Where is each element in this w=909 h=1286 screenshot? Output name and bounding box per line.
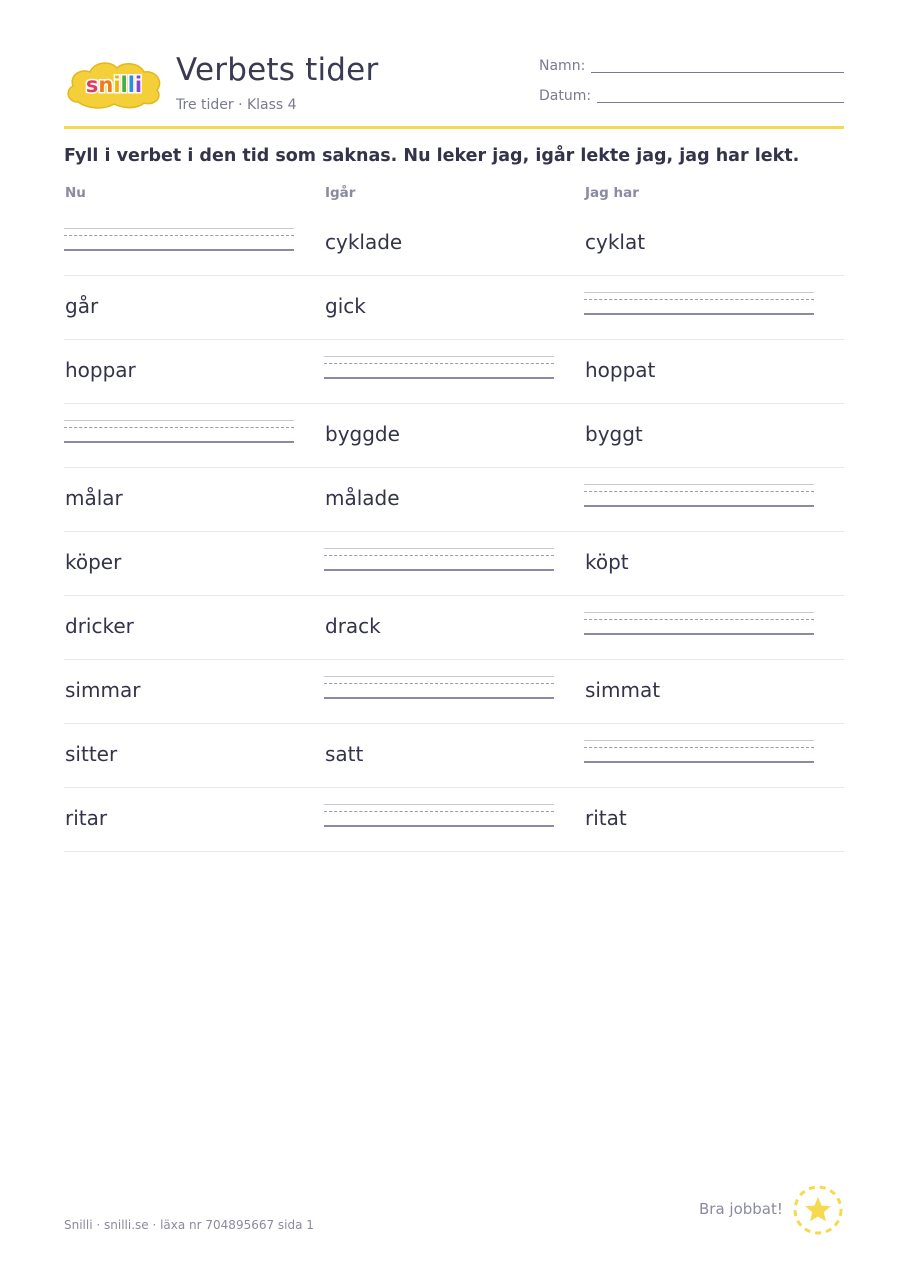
answer-line[interactable] bbox=[324, 676, 554, 700]
cell-nu bbox=[64, 531, 304, 595]
date-field[interactable] bbox=[597, 102, 844, 103]
verb-word: sitter bbox=[65, 742, 118, 766]
cell-nu bbox=[64, 595, 304, 659]
verb-word: satt bbox=[325, 742, 364, 766]
header-divider bbox=[64, 126, 844, 129]
table-row bbox=[64, 595, 844, 660]
praise-text: Bra jobbat! bbox=[699, 1200, 783, 1218]
cell-jag-har bbox=[584, 339, 824, 403]
cell-igar bbox=[324, 339, 564, 403]
cell-jag-har bbox=[584, 211, 824, 275]
table-row bbox=[64, 403, 844, 468]
verb-word: köper bbox=[65, 550, 122, 574]
verb-word: dricker bbox=[65, 614, 134, 638]
table-row bbox=[64, 275, 844, 340]
name-field[interactable] bbox=[591, 72, 844, 73]
column-header-igar: Igår bbox=[325, 185, 356, 201]
cell-jag-har bbox=[584, 659, 824, 723]
footer-info: Snilli · snilli.se · läxa nr 704895667 sida 1 bbox=[64, 1218, 314, 1232]
page-title: Verbets tider bbox=[176, 52, 379, 88]
verb-word: hoppar bbox=[65, 358, 136, 382]
cell-jag-har bbox=[584, 595, 824, 659]
cell-igar bbox=[324, 787, 564, 851]
answer-line[interactable] bbox=[584, 292, 814, 316]
table-row bbox=[64, 339, 844, 404]
cell-jag-har bbox=[584, 275, 824, 339]
cell-nu bbox=[64, 723, 304, 787]
answer-line[interactable] bbox=[324, 804, 554, 828]
verb-word: simmat bbox=[585, 678, 661, 702]
answer-line[interactable] bbox=[584, 740, 814, 764]
column-header-nu: Nu bbox=[65, 185, 86, 201]
answer-line[interactable] bbox=[64, 420, 294, 444]
table-row bbox=[64, 467, 844, 532]
verb-word: byggt bbox=[585, 422, 643, 446]
verb-word: går bbox=[65, 294, 99, 318]
verb-word: gick bbox=[325, 294, 366, 318]
cell-jag-har bbox=[584, 723, 824, 787]
verb-word: drack bbox=[325, 614, 381, 638]
svg-text:snilli: snilli bbox=[85, 73, 143, 97]
answer-line[interactable] bbox=[584, 612, 814, 636]
cell-jag-har bbox=[584, 403, 824, 467]
cell-jag-har bbox=[584, 531, 824, 595]
verb-word: köpt bbox=[585, 550, 629, 574]
verb-word: målade bbox=[325, 486, 400, 510]
table-row bbox=[64, 787, 844, 852]
name-label: Namn: bbox=[539, 58, 586, 74]
answer-line[interactable] bbox=[324, 356, 554, 380]
verb-word: cyklat bbox=[585, 230, 646, 254]
cell-nu bbox=[64, 467, 304, 531]
table-row bbox=[64, 531, 844, 596]
page-subtitle: Tre tider · Klass 4 bbox=[176, 97, 297, 113]
instruction-text: Fyll i verbet i den tid som saknas. Nu leker jag, igår lekte jag, jag har lekt. bbox=[64, 146, 800, 166]
star-icon bbox=[792, 1184, 844, 1236]
answer-line[interactable] bbox=[584, 484, 814, 508]
cell-igar bbox=[324, 659, 564, 723]
cell-nu bbox=[64, 275, 304, 339]
cell-igar bbox=[324, 467, 564, 531]
verb-word: byggde bbox=[325, 422, 400, 446]
cell-igar bbox=[324, 531, 564, 595]
cell-jag-har bbox=[584, 787, 824, 851]
verb-word: ritar bbox=[65, 806, 108, 830]
cell-nu bbox=[64, 403, 304, 467]
cell-igar bbox=[324, 275, 564, 339]
table-row bbox=[64, 723, 844, 788]
table-row bbox=[64, 659, 844, 724]
cell-nu bbox=[64, 339, 304, 403]
cell-igar bbox=[324, 403, 564, 467]
table-row bbox=[64, 211, 844, 276]
verb-word: simmar bbox=[65, 678, 141, 702]
column-header-jag-har: Jag har bbox=[585, 185, 639, 201]
verb-word: hoppat bbox=[585, 358, 656, 382]
cell-nu bbox=[64, 787, 304, 851]
answer-line[interactable] bbox=[64, 228, 294, 252]
cell-jag-har bbox=[584, 467, 824, 531]
answer-line[interactable] bbox=[324, 548, 554, 572]
cell-nu bbox=[64, 211, 304, 275]
verb-word: målar bbox=[65, 486, 123, 510]
cell-igar bbox=[324, 211, 564, 275]
cell-nu bbox=[64, 659, 304, 723]
cell-igar bbox=[324, 595, 564, 659]
date-label: Datum: bbox=[539, 88, 592, 104]
cell-igar bbox=[324, 723, 564, 787]
verb-word: cyklade bbox=[325, 230, 403, 254]
snilli-logo bbox=[64, 58, 164, 110]
verb-word: ritat bbox=[585, 806, 627, 830]
